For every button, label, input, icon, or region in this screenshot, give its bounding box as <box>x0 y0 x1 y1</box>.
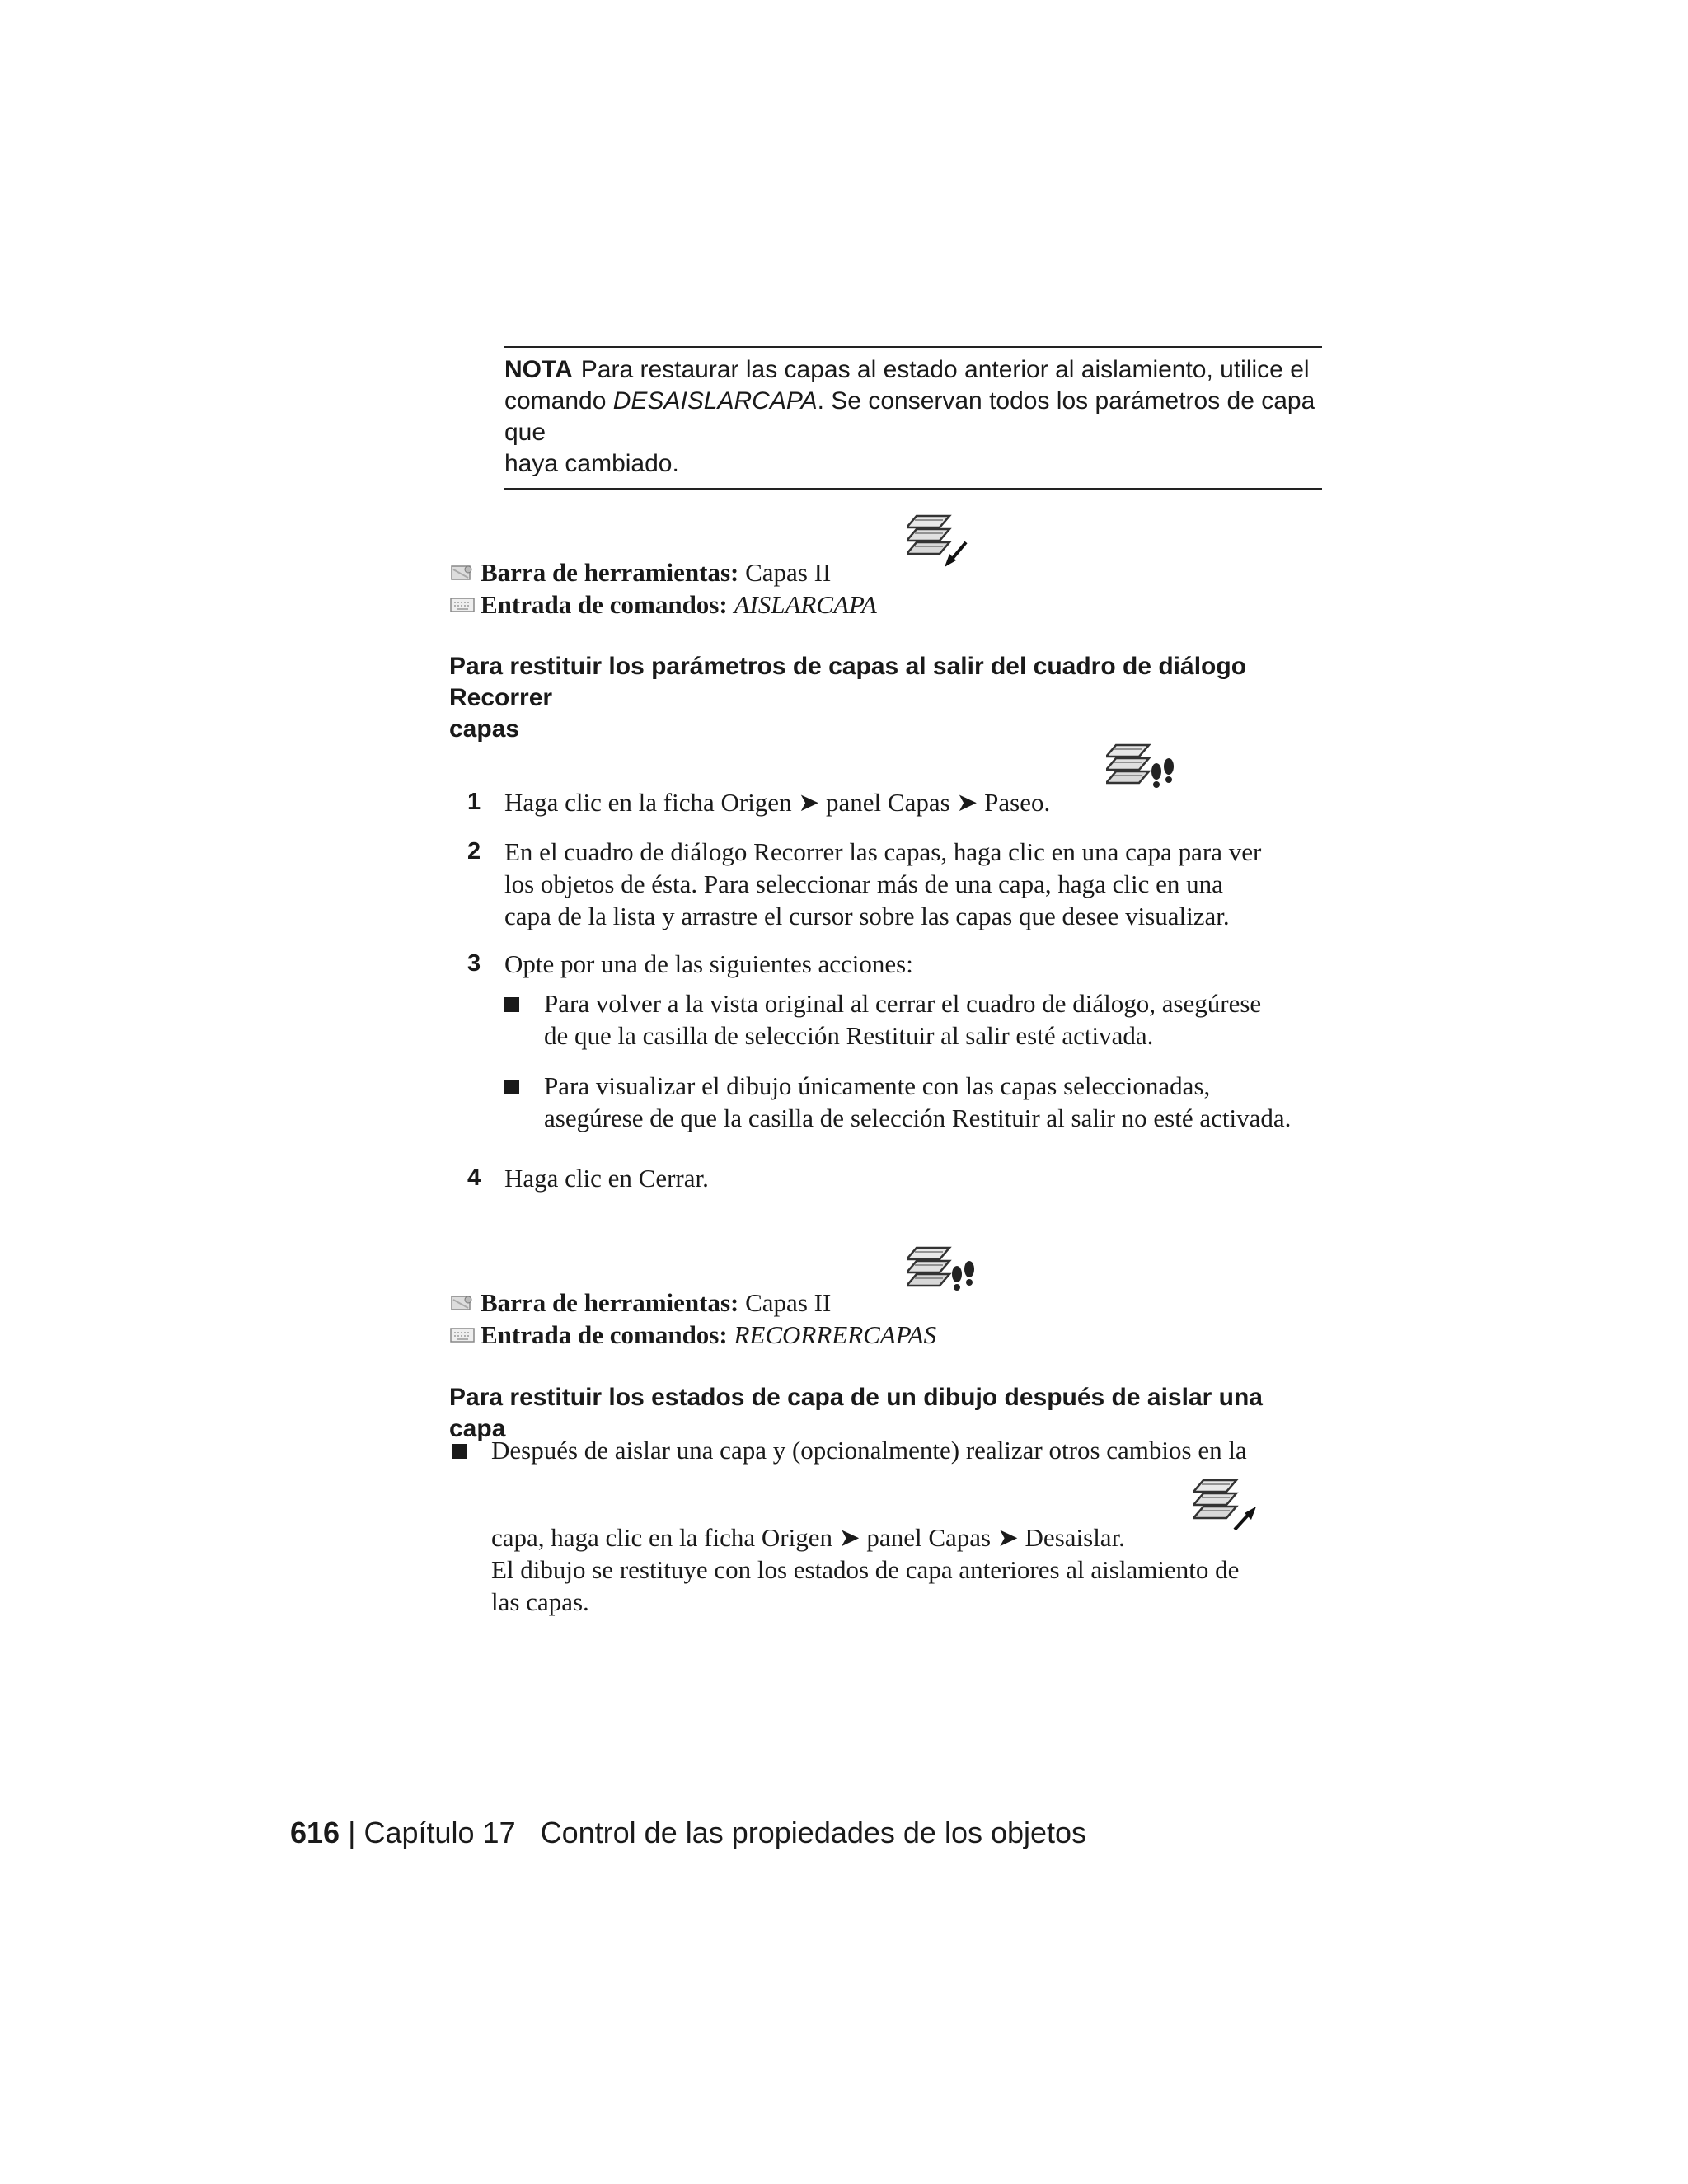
section-heading-restore-isolate: Para restituir los estados de capa de un dibujo después de aislar una capa <box>449 1384 1263 1442</box>
note-command: DESAISLARCAPA <box>612 387 818 415</box>
layer-isolate-icon <box>907 509 973 572</box>
note-line-2: comando DESAISLARCAPA. Se conservan todos los parámetros de capa que <box>504 387 1315 446</box>
keyboard-icon <box>449 1325 476 1345</box>
toolbar-icon <box>449 1293 476 1313</box>
footer-chapter-title: Control de las propiedades de los objetos <box>540 1816 1087 1849</box>
layer-walk-icon <box>907 1241 982 1307</box>
toolbar-line-1: Barra de herramientas: Capas II <box>449 557 831 588</box>
footer-chapter: Capítulo 17 <box>363 1816 516 1849</box>
note-line-1: NOTA Para restaurar las capas al estado anterior al aislamiento, utilice el <box>504 356 1310 383</box>
note-label: NOTA <box>504 356 573 383</box>
section3-bullet-continuation: capa, haga clic en la ficha Origen ➤ panel Capas ➤ Desaislar. El dibujo se restituye con los estados de capa anteriores al aislamiento de las capas. <box>491 1523 1240 1616</box>
step-2: 2 En el cuadro de diálogo Recorrer las capas, haga clic en una capa para ver los objetos de ésta. Para seleccionar más de una capa, haga clic en una capa de la lista y arrastre el cursor sobre las capas que desee visualizar. <box>467 837 1262 930</box>
footer-separator: | <box>348 1816 356 1849</box>
section3-bullet-line-1: Después de aislar una capa y (opcionalmente) realizar otros cambios en la <box>452 1434 1325 1467</box>
layer-walk-icon <box>1106 738 1182 804</box>
step-1: 1 Haga clic en la ficha Origen ➤ panel Capas ➤ Paseo. <box>467 788 1051 817</box>
command-line-1: Entrada de comandos: AISLARCAPA <box>449 589 877 621</box>
page-number: 616 <box>290 1816 340 1849</box>
toolbar-icon <box>449 563 476 583</box>
toolbar-line-2: Barra de herramientas: Capas II <box>449 1287 831 1319</box>
bullet-square-icon <box>452 1444 467 1459</box>
step-3: 3 Opte por una de las siguientes acciones: <box>467 949 913 978</box>
bullet-square-icon <box>504 997 519 1012</box>
bullet-square-icon <box>504 1080 519 1094</box>
section-heading-restore-walk: Para restituir los parámetros de capas al salir del cuadro de diálogo Recorrer capas <box>449 653 1247 743</box>
note-line-3: haya cambiado. <box>504 450 679 477</box>
keyboard-icon <box>449 595 476 615</box>
page-footer <box>290 1815 1086 1851</box>
command-line-2: Entrada de comandos: RECORRERCAPAS <box>449 1319 936 1351</box>
step-4: 4 Haga clic en Cerrar. <box>467 1164 709 1193</box>
sub-bullet-2: Para visualizar el dibujo únicamente con las capas seleccionadas, asegúrese de que la casilla de selección Restituir al salir no esté activada. <box>504 1070 1329 1136</box>
sub-bullet-1: Para volver a la vista original al cerrar el cuadro de diálogo, asegúrese de que la casilla de selección Restituir al salir esté activada. <box>504 987 1329 1053</box>
note-box <box>504 346 1322 490</box>
